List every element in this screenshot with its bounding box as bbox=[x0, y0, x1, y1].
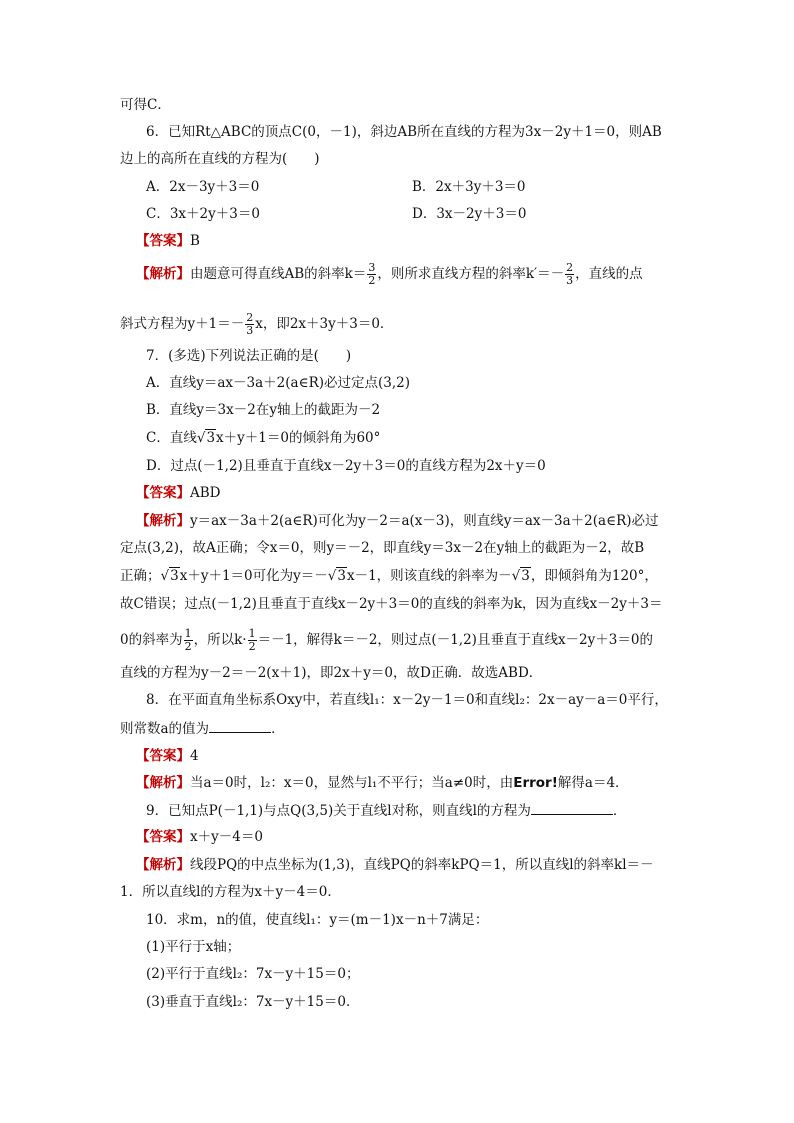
q7-analysis-line2: 定点(3,2)，故A正确；令x＝0，则y＝－2，即直线y＝3x－2在y轴上的截距为－2，故B bbox=[120, 540, 645, 556]
q9-analysis-text: 线段PQ的中点坐标为(1,3)，直线PQ的斜率kPQ＝1，所以直线l的斜率kl＝－ bbox=[190, 857, 654, 873]
q9-analysis-line1 bbox=[136, 855, 654, 875]
answer-label: 【答案】 bbox=[136, 485, 190, 501]
sqrt-symbol: √3 bbox=[511, 568, 530, 584]
q7-analysis-text: 0的斜率为 bbox=[120, 632, 183, 648]
q7-analysis-line6: 直线的方程为y－2＝－2(x＋1)，即2x＋y＝0，故D正确．故选ABD． bbox=[120, 665, 543, 681]
q7-answer bbox=[136, 483, 221, 503]
q7-analysis-text: x－1，则该直线的斜率为－ bbox=[346, 568, 512, 584]
answer-label: 【答案】 bbox=[136, 829, 190, 845]
q7-analysis-text: ，即倾斜角为120°， bbox=[530, 568, 658, 584]
q8-stem-text: 则常数a的值为 bbox=[120, 721, 210, 737]
fraction bbox=[184, 628, 193, 653]
fraction-numerator: 2 bbox=[566, 261, 574, 274]
q10-stem: 10．求m，n的值，使直线l₁：y＝(m－1)x－n＋7满足： bbox=[146, 912, 489, 928]
q10-part3: (3)垂直于直线l₂：7x－y＋15＝0． bbox=[146, 994, 360, 1010]
fraction-denominator: 2 bbox=[184, 640, 192, 653]
answer-label: 【答案】 bbox=[136, 233, 190, 249]
fraction-numerator: 2 bbox=[246, 311, 254, 324]
q6-analysis-text: ，直线的点 bbox=[575, 266, 643, 282]
q7-analysis-text: x＋y＋1＝0可化为y＝－ bbox=[179, 568, 328, 584]
fraction-numerator: 1 bbox=[184, 627, 192, 640]
analysis-label: 【解析】 bbox=[136, 775, 190, 791]
fraction-denominator: 3 bbox=[246, 324, 254, 337]
q9-answer bbox=[136, 827, 263, 847]
q6-stem-line2: 边上的高所在直线的方程为( ) bbox=[120, 151, 320, 167]
q5-tail: 可得C． bbox=[120, 97, 171, 113]
q6-analysis-text: ，则所求直线方程的斜率k′＝－ bbox=[377, 266, 565, 282]
fraction bbox=[248, 628, 257, 653]
q9-stem bbox=[146, 800, 626, 821]
q7-stem: 7．(多选)下列说法正确的是( ) bbox=[146, 348, 352, 364]
sqrt-symbol: √3 bbox=[327, 568, 346, 584]
fraction-numerator: 3 bbox=[368, 261, 376, 274]
fraction-denominator: 2 bbox=[368, 274, 376, 287]
analysis-label: 【解析】 bbox=[136, 857, 190, 873]
error-text: Error! bbox=[513, 775, 558, 791]
q7-option-d: D．过点(－1,2)且垂直于直线x－2y＋3＝0的直线方程为2x＋y＝0 bbox=[146, 458, 546, 474]
q6-analysis-text: 斜式方程为y＋1＝－ bbox=[120, 316, 245, 332]
q9-answer-value: x＋y－4＝0 bbox=[190, 829, 263, 845]
q6-option-c: C．3x＋2y＋3＝0 bbox=[146, 206, 260, 222]
q6-analysis-text: 由题意可得直线AB的斜率k＝ bbox=[190, 266, 367, 282]
fraction bbox=[367, 262, 376, 287]
q8-analysis bbox=[136, 773, 629, 793]
q6-option-b: B．2x＋3y＋3＝0 bbox=[412, 179, 526, 195]
q8-stem-line1: 8．在平面直角坐标系Oxy中，若直线l₁：x－2y－1＝0和直线l₂：2x－ay－a＝0平行， bbox=[146, 692, 668, 708]
q7-analysis-text: y＝ax－3a＋2(a∈R)可化为y－2＝a(x－3)，则直线y＝ax－3a＋2(a∈R)必过 bbox=[190, 513, 659, 529]
q8-stem-line2 bbox=[120, 718, 285, 739]
fraction-numerator: 1 bbox=[248, 627, 256, 640]
q7-option-b: B．直线y＝3x－2在y轴上的截距为－2 bbox=[146, 402, 381, 418]
q6-analysis-text: x，即2x＋3y＋3＝0． bbox=[255, 316, 394, 332]
q8-answer bbox=[136, 746, 199, 766]
q8-stem-text: ． bbox=[271, 721, 285, 737]
q10-part2: (2)平行于直线l₂：7x－y＋15＝0； bbox=[146, 966, 360, 982]
q8-analysis-text: 解得a＝4． bbox=[557, 775, 629, 791]
q6-answer-value: B bbox=[190, 233, 200, 249]
q7-option-c-text: C．直线 bbox=[146, 430, 197, 446]
q7-option-c-text: x＋y＋1＝0的倾斜角为60° bbox=[216, 430, 381, 446]
fraction-denominator: 3 bbox=[566, 274, 574, 287]
q9-stem-text: ． bbox=[612, 803, 627, 819]
q7-analysis-line3 bbox=[120, 566, 658, 586]
q8-analysis-text: 当a＝0时，l₂：x＝0，显然与l₁不平行；当a≠0时，由 bbox=[190, 775, 514, 791]
q6-analysis-line1 bbox=[136, 262, 643, 287]
analysis-label: 【解析】 bbox=[136, 266, 190, 282]
q6-option-d: D．3x－2y＋3＝0 bbox=[412, 206, 527, 222]
answer-blank bbox=[531, 800, 613, 815]
q6-answer bbox=[136, 231, 200, 251]
sqrt-symbol: √3 bbox=[196, 430, 216, 446]
q9-stem-text: 9．已知点P(－1,1)与点Q(3,5)关于直线l对称，则直线l的方程为 bbox=[146, 803, 531, 819]
q7-analysis-text: ，所以k· bbox=[193, 632, 247, 648]
q7-analysis-line1 bbox=[136, 511, 659, 531]
q7-analysis-line4: 故C错误；过点(－1,2)且垂直于直线x－2y＋3＝0的直线的斜率为k，因为直线x－2y＋3＝ bbox=[120, 596, 663, 612]
sqrt-symbol: √3 bbox=[160, 568, 179, 584]
q6-option-a: A．2x－3y＋3＝0 bbox=[146, 179, 260, 195]
q6-analysis-line2 bbox=[120, 312, 393, 337]
q7-analysis-text: ＝－1，解得k＝－2，则过点(－1,2)且垂直于直线x－2y＋3＝0的 bbox=[257, 632, 653, 648]
q7-answer-value: ABD bbox=[190, 485, 221, 501]
q8-answer-value: 4 bbox=[190, 748, 199, 764]
q7-option-c bbox=[146, 428, 380, 448]
answer-blank bbox=[209, 718, 271, 733]
analysis-label: 【解析】 bbox=[136, 513, 190, 529]
radicand: 3 bbox=[170, 568, 179, 584]
q7-analysis-line5 bbox=[120, 628, 653, 653]
fraction bbox=[565, 262, 574, 287]
q10-part1: (1)平行于x轴； bbox=[146, 939, 241, 955]
answer-label: 【答案】 bbox=[136, 748, 190, 764]
radicand: 3 bbox=[337, 568, 346, 584]
q9-analysis-line2: 1．所以直线l的方程为x＋y－4＝0． bbox=[120, 884, 341, 900]
fraction bbox=[245, 312, 254, 337]
radicand: 3 bbox=[206, 430, 216, 446]
q7-analysis-text: 正确； bbox=[120, 568, 161, 584]
q6-stem-line1: 6．已知Rt△ABC的顶点C(0，－1)，斜边AB所在直线的方程为3x－2y＋1＝0，则AB bbox=[146, 124, 662, 140]
q7-option-a: A．直线y＝ax－3a＋2(a∈R)必过定点(3,2) bbox=[146, 375, 411, 391]
fraction-denominator: 2 bbox=[248, 640, 256, 653]
radicand: 3 bbox=[521, 568, 530, 584]
